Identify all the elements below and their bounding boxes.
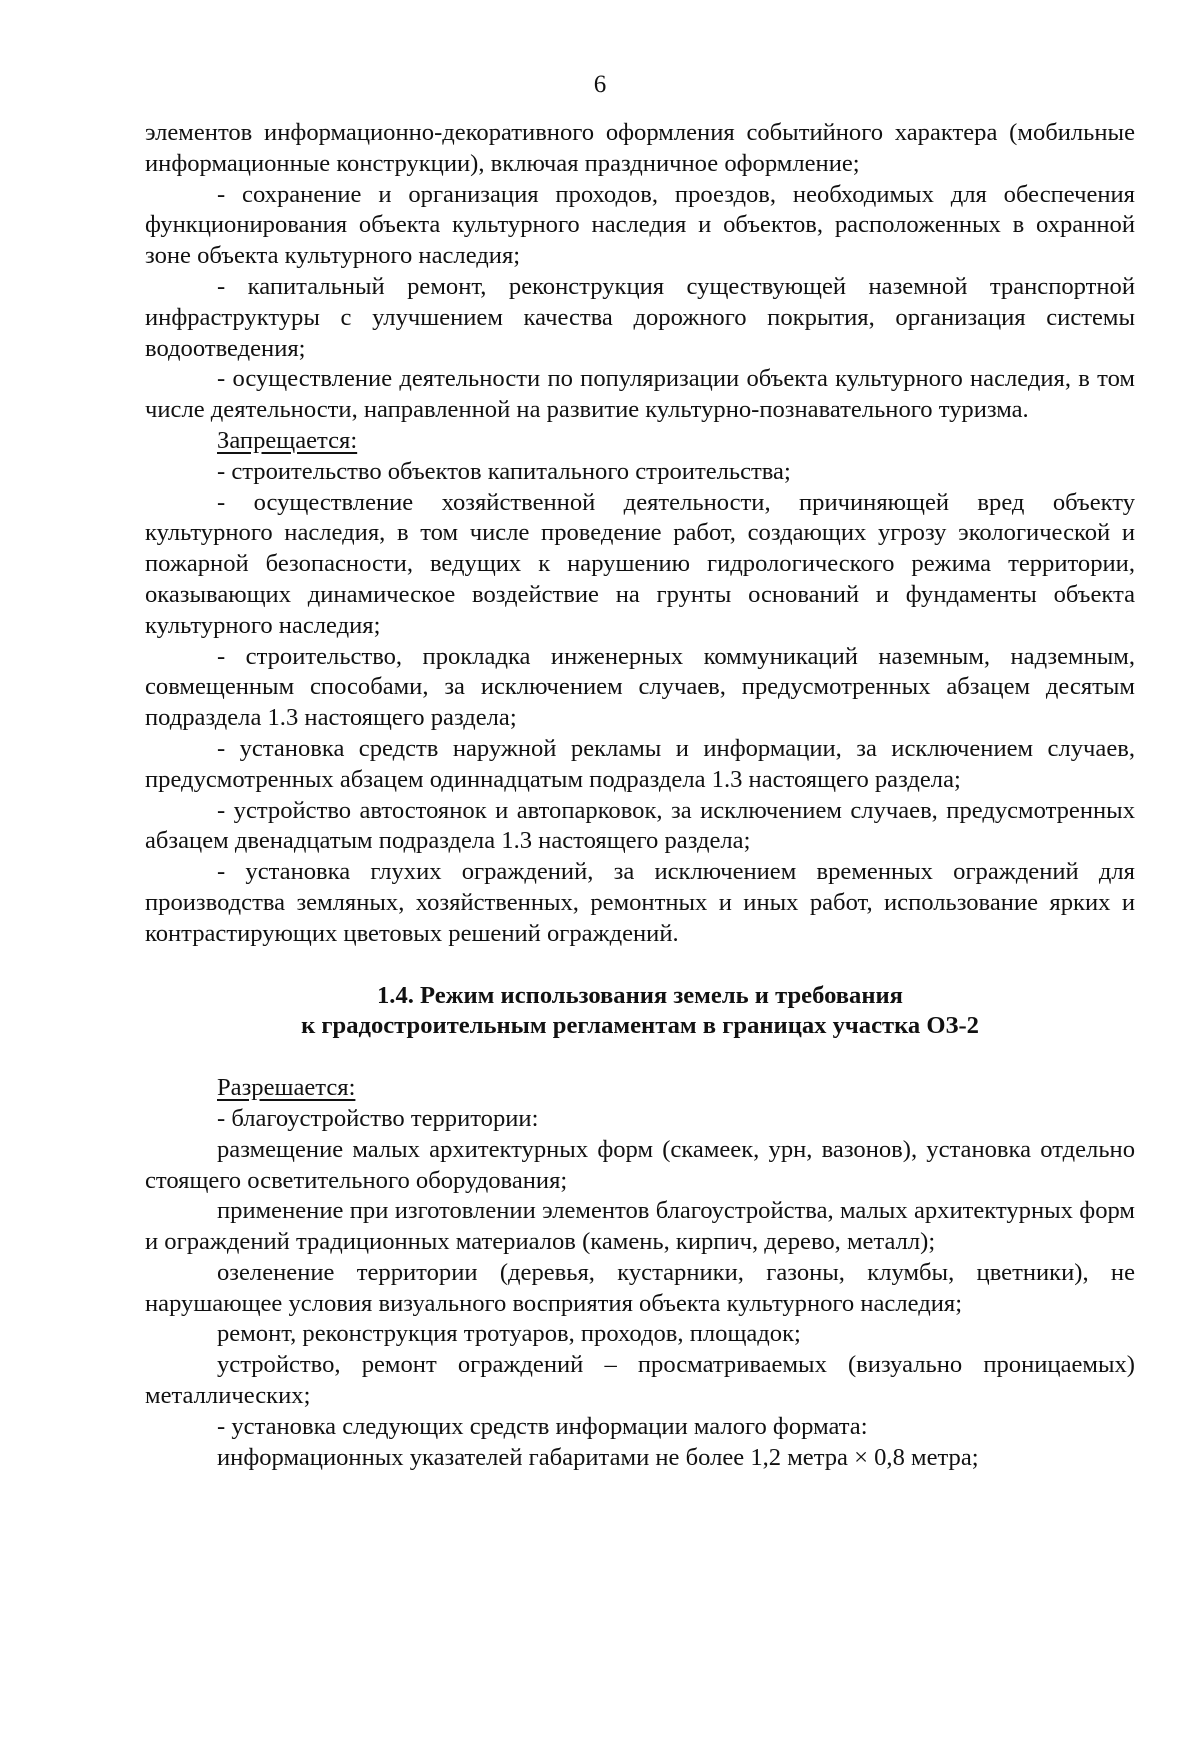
paragraph: - капитальный ремонт, реконструкция существующей наземной транспортной инфраструктуры с улучшением качества дорожного покрытия, организация системы водоотведения; (145, 272, 1135, 362)
allowed-label: Разрешается: (217, 1074, 356, 1102)
paragraph: размещение малых архитектурных форм (скамеек, урн, вазонов), установка отдельно стоящего осветительного оборудования; (145, 1135, 1135, 1194)
paragraph: - строительство объектов капитального строительства; (217, 457, 791, 485)
paragraph: - осуществление деятельности по популяризации объекта культурного наследия, в том числе деятельности, направленной на развитие культурно-познавательного туризма. (145, 365, 1135, 424)
section-heading-line-1: 1.4. Режим использования земель и требования (377, 981, 903, 1009)
paragraph: - устройство автостоянок и автопарковок, за исключением случаев, предусмотренных абзацем двенадцатым подраздела 1.3 настоящего раздела; (145, 796, 1135, 855)
section-heading (145, 981, 1135, 1043)
paragraph: - осуществление хозяйственной деятельности, причиняющей вред объекту культурного наследия, в том числе проведение работ, создающих угрозу экологической и пожарной безопасности, ведущих к нарушению гидрологического режима территории, оказывающих динамическое воздействие на грунты оснований и фундаменты объекта культурного наследия; (145, 488, 1135, 639)
paragraph: - благоустройство территории: (217, 1104, 539, 1132)
prohibited-heading (145, 426, 1135, 457)
paragraph: - строительство, прокладка инженерных коммуникаций наземным, надземным, совмещенным способами, за исключением случаев, предусмотренных абзацем десятым подраздела 1.3 настоящего раздела; (145, 642, 1135, 732)
paragraph: - установка средств наружной рекламы и информации, за исключением случаев, предусмотренных абзацем одиннадцатым подраздела 1.3 настоящего раздела; (145, 734, 1135, 793)
paragraph: - сохранение и организация проходов, проездов, необходимых для обеспечения функционирования объекта культурного наследия и объектов, расположенных в охранной зоне объекта культурного наследия; (145, 180, 1135, 270)
paragraph: информационных указателей габаритами не более 1,2 метра × 0,8 метра; (217, 1443, 979, 1471)
page-number: 6 (593, 71, 607, 98)
paragraph: - установка глухих ограждений, за исключением временных ограждений для производства земляных, хозяйственных, ремонтных и иных работ, использование ярких и контрастирующих цветовых решений ограждений. (145, 858, 1135, 947)
paragraph: озеленение территории (деревья, кустарники, газоны, клумбы, цветники), не нарушающее условия визуального восприятия объекта культурного наследия; (145, 1258, 1135, 1317)
paragraph-continuation: элементов информационно-декоративного оформления событийного характера (мобильные информационные конструкции), включая праздничное оформление; (145, 119, 1135, 177)
paragraph: ремонт, реконструкция тротуаров, проходов, площадок; (217, 1320, 801, 1348)
paragraph: устройство, ремонт ограждений – просматриваемых (визуально проницаемых) металлических; (145, 1351, 1135, 1410)
allowed-heading (145, 1073, 1135, 1104)
prohibited-label: Запрещается: (217, 426, 358, 454)
paragraph: применение при изготовлении элементов благоустройства, малых архитектурных форм и ограждений традиционных материалов (камень, кирпич, дерево, металл); (145, 1197, 1135, 1256)
paragraph: - установка следующих средств информации малого формата: (217, 1412, 868, 1440)
section-heading-line-2: к градостроительным регламентам в границах участка ОЗ-2 (301, 1012, 979, 1040)
document-body (145, 118, 1135, 1473)
